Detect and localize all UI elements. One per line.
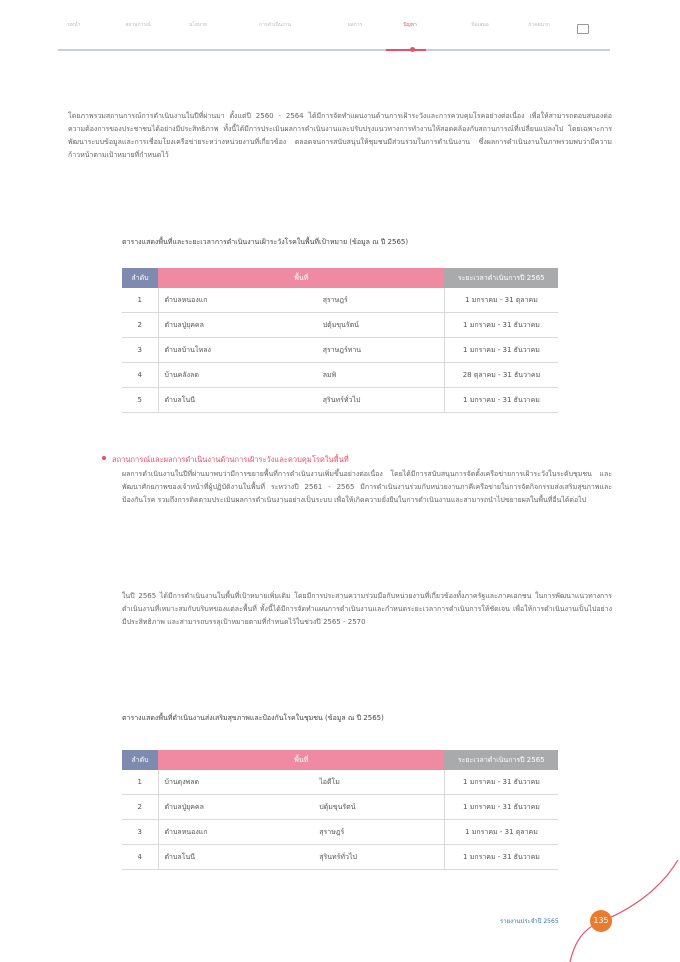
nav-item[interactable]: บทนำ [67,22,81,28]
page-number-badge: 135 [590,910,612,932]
area-name: บ้านดุงพลด [158,770,319,795]
body-paragraph: โดยภาพรวมสถานการณ์การดำเนินงานในปีที่ผ่านมา ตั้งแต่ปี 2560 - 2564 ได้มีการจัดทำแผนงานด้านการเฝ้าระวังและการควบคุมโรคอย่างต่อเนื่อง เพื่อให้สามารถตอบสนองต่อความต้องการของประชาชนได้อย่างมีประสิทธิภาพ ทั้งนี้ได้มีการประเมินผลการดำเนินงานและปรับปรุงแนวทางการทำงานให้สอดคล้องกับสถานการณ์ที่เปลี่ยนแปลงไป โดยเฉพาะการพัฒนาระบบข้อมูลและการเชื่อมโยงเครือข่ายระหว่างหน่วยงานที่เกี่ยวข้อง ตลอดจนการสนับสนุนให้ชุมชนมีส่วนร่วมในการดำเนินงาน ซึ่งผลการดำเนินงานในภาพรวมพบว่ามีความก้าวหน้าตามเป้าหมายที่กำหนดไว้ [68,112,612,159]
province-name: ปตุ้มขุนรัตน์ [319,795,444,820]
period: 1 มกราคม - 31 ธันวาคม [444,338,558,363]
area-name: ตำบลหนองแก [158,820,319,845]
bullet-icon [102,456,106,460]
area-name: ตำบลบ้านโหลง [158,338,323,363]
province-name: ลมพิ [323,363,445,388]
row-number: 2 [122,795,158,820]
period: 1 มกราคม - 31 ตุลาคม [444,820,558,845]
nav-divider [58,49,610,51]
period: 1 มกราคม - 31 ธันวาคม [444,388,558,413]
province-name: สุราษฎร์ [323,288,445,313]
province-name: สุรินทร์ทั่วไป [319,845,444,870]
row-number: 3 [122,338,158,363]
table-row [122,288,558,313]
table-caption: ตารางแสดงพื้นที่และระยะเวลาการดำเนินงานเฝ้าระวังโรคในพื้นที่เป้าหมาย (ข้อมูล ณ ปี 2565) [122,238,409,246]
menu-icon[interactable] [577,24,589,34]
table-row [122,338,558,363]
nav-item[interactable]: ข้อเสนอ [471,22,489,28]
column-header: พื้นที่ [158,750,444,770]
area-name: บ้านคลังลด [158,363,323,388]
nav-active-indicator [386,49,426,51]
table-row [122,845,558,870]
column-header: ระยะเวลาดำเนินการปี 2565 [444,268,558,288]
table-caption: ตารางแสดงพื้นที่ดำเนินงานส่งเสริมสุขภาพและป้องกันโรคในชุมชน (ข้อมูล ณ ปี 2565) [122,714,384,722]
body-paragraph: ในปี 2565 ได้มีการดำเนินงานในพื้นที่เป้าหมายเพิ่มเติม โดยมีการประสานความร่วมมือกับหน่วยงานที่เกี่ยวข้องทั้งภาครัฐและภาคเอกชน ในการพัฒนาแนวทางการดำเนินงานที่เหมาะสมกับบริบทของแต่ละพื้นที่ ทั้งนี้ได้มีการจัดทำแผนการดำเนินงานและกำหนดระยะเวลาการดำเนินการให้ชัดเจน เพื่อให้การดำเนินงานเป็นไปอย่างมีประสิทธิภาพ และสามารถบรรลุเป้าหมายตามที่กำหนดไว้ในช่วงปี 2565 - 2570 [122,592,612,626]
province-name: สุราษฎร์ [319,820,444,845]
area-name: ตำบลปู่ยุคคล [158,795,319,820]
area-name: ตำบลโนนี [158,388,323,413]
row-number: 3 [122,820,158,845]
province-name: สุรินทร์ทั่วไป [323,388,445,413]
period: 28 ตุลาคม - 31 ธันวาคม [444,363,558,388]
row-number: 1 [122,288,158,313]
row-number: 4 [122,845,158,870]
nav-active-dot [410,47,415,52]
area-name: ตำบลปู่ยุคคล [158,313,323,338]
row-number: 1 [122,770,158,795]
area-name: ตำบลโนนี [158,845,319,870]
period: 1 มกราคม - 31 ธันวาคม [444,795,558,820]
nav-item[interactable]: ผลการ [347,22,363,28]
table-row [122,770,558,795]
row-number: 2 [122,313,158,338]
row-number: 5 [122,388,158,413]
section-heading: สถานการณ์และผลการดำเนินงานด้านการเฝ้าระวังและควบคุมโรคในพื้นที่ [112,455,349,464]
nav-item[interactable]: สถานการณ์ [125,22,151,28]
footer-title: รายงานประจำปี 2565 [500,918,559,925]
table-row [122,313,558,338]
column-header: ระยะเวลาดำเนินการปี 2565 [444,750,558,770]
table-row [122,795,558,820]
province-name: ไอดีโม [319,770,444,795]
period: 1 มกราคม - 31 ธันวาคม [444,313,558,338]
province-name: ปตุ้มขุนรัตน์ [323,313,445,338]
period: 1 มกราคม - 31 ธันวาคม [444,845,558,870]
row-number: 4 [122,363,158,388]
nav-item[interactable]: ภาคผนวก [528,22,550,28]
period: 1 มกราคม - 31 ตุลาคม [444,288,558,313]
table-row [122,820,558,845]
data-table [122,750,558,870]
body-paragraph: ผลการดำเนินงานในปีที่ผ่านมาพบว่ามีการขยายพื้นที่การดำเนินงานเพิ่มขึ้นอย่างต่อเนื่อง โดยได้มีการสนับสนุนการจัดตั้งเครือข่ายการเฝ้าระวังในระดับชุมชน และพัฒนาศักยภาพของเจ้าหน้าที่ผู้ปฏิบัติงานในพื้นที่ ระหว่างปี 2561 - 2565 มีการดำเนินงานร่วมกับหน่วยงานภาคีเครือข่ายในการจัดกิจกรรมส่งเสริมสุขภาพและป้องกันโรค รวมถึงการติดตามประเมินผลการดำเนินงานอย่างเป็นระบบ เพื่อให้เกิดความยั่งยืนในการดำเนินงานและสามารถนำไปขยายผลในพื้นที่อื่นได้ต่อไป [122,470,612,504]
nav-item-active[interactable]: ปัญหา [403,22,417,28]
table-row [122,363,558,388]
column-header: ลำดับ [122,750,158,770]
table-row [122,388,558,413]
column-header: พื้นที่ [158,268,444,288]
period: 1 มกราคม - 31 ธันวาคม [444,770,558,795]
column-header: ลำดับ [122,268,158,288]
decorative-curve [560,860,680,962]
area-name: ตำบลหนองแก [158,288,323,313]
nav-item[interactable]: นโยบาย [189,22,207,28]
data-table [122,268,558,413]
province-name: สุราษฎร์ทาน [323,338,445,363]
nav-item[interactable]: การดำเนินงาน [259,22,291,28]
